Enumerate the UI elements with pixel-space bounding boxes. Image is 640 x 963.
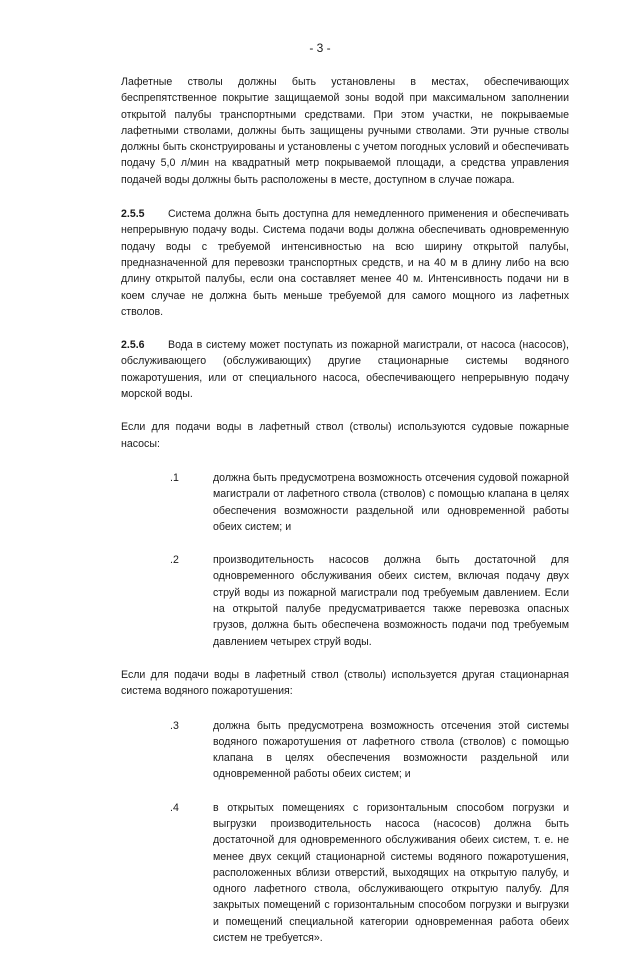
list-ship-pumps [121,470,569,650]
section-number: 2.5.5 [121,208,145,221]
section-2-5-6 [121,337,569,402]
list-item-marker: .4 [170,801,179,814]
paragraph-monitor-placement: Лафетные стволы должны быть установлены в местах, обеспечивающих беспрепятственное покрытие защищаемой зоны водой при максимальном заполнении открытой палубы транспортными средствами. При этом участки, не покрываемые лафетными стволами, должны быть защищены ручными стволами. Эти ручные стволы должны быть сконструированы и установлены с учетом погодных условий и обеспечивать подачу 5,0 л/мин на квадратный метр покрываемой площади, а средства управления подачей воды должны быть расположены в месте, доступном в случае пожара. [121,76,569,186]
list-item [121,470,569,535]
section-number: 2.5.6 [121,339,145,352]
paragraph-other-system: Если для подачи воды в лафетный ствол (стволы) используется другая стационарная система водяного пожаротушения: [121,668,569,698]
list-item [121,552,569,650]
list-item-text: производительность насосов должна быть достаточной для одновременного обслуживания обеих систем, включая подачу двух струй воды из пожарной магистрали под требуемым давлением. Если на открытой палубе предусматривается также перевозка опасных грузов, должна быть обеспечена возможность подачи под требуемым давлением четырех струй воды. [213,554,569,648]
section-text: Система должна быть доступна для немедленного применения и обеспечивать непрерывную подачу воды. Система подачи воды должна обеспечивать одновременную подачу воды с требуемой интенсивностью на всю ширину открытой палубы, предназначенной для перевозки транспортных средств, и на 40 м в длину либо на всю длину открытой палубы, если она составляет менее 40 м. Интенсивность подачи ни в коем случае не должна быть меньше требуемой для самого мощного из лафетных стволов. [121,208,569,318]
page-number: - 3 - [309,41,331,55]
list-item-marker: .3 [170,719,179,732]
list-item-text: должна быть предусмотрена возможность отсечения этой системы водяного пожаротушения от лафетного ствола (стволов) с помощью клапана в целях обеспечения возможности раздельной или одновременной работы обеих систем; и [213,719,569,781]
paragraph-ship-fire-pumps: Если для подачи воды в лафетный ствол (стволы) используются судовые пожарные насосы: [121,421,569,450]
list-item-marker: .1 [170,471,179,484]
section-text: Вода в систему может поступать из пожарной магистрали, от насоса (насосов), обслуживающего (обслуживающих) другие стационарные системы водяного пожаротушения, или от специального насоса, обеспечивающего непрерывную подачу морской воды. [121,339,569,401]
list-item [121,718,569,783]
list-item-text: в открытых помещениях с горизонтальным способом погрузки и выгрузки производительность насоса (насосов) должна быть достаточной для одновременного обслуживания обеих систем, т. е. не менее двух секций стационарной системы водяного пожаротушения, расположенных вблизи отверстий, выходящих на открытую палубу, и одного лафетного ствола, обслуживающего открытую палубу. Для закрытых помещений с горизонтальным способом погрузки и выгрузки и помещений специальной категории одновременная работа обеих систем не требуется». [213,801,569,945]
section-2-5-5 [121,206,569,320]
document-body [121,74,569,963]
list-other-system [121,718,569,947]
list-item-text: должна быть предусмотрена возможность отсечения судовой пожарной магистрали от лафетного ствола (стволов) с помощью клапана в целях обеспечения возможности раздельной или одновременной работы обеих систем; и [213,471,569,533]
list-item [121,800,569,947]
list-item-marker: .2 [170,554,179,567]
